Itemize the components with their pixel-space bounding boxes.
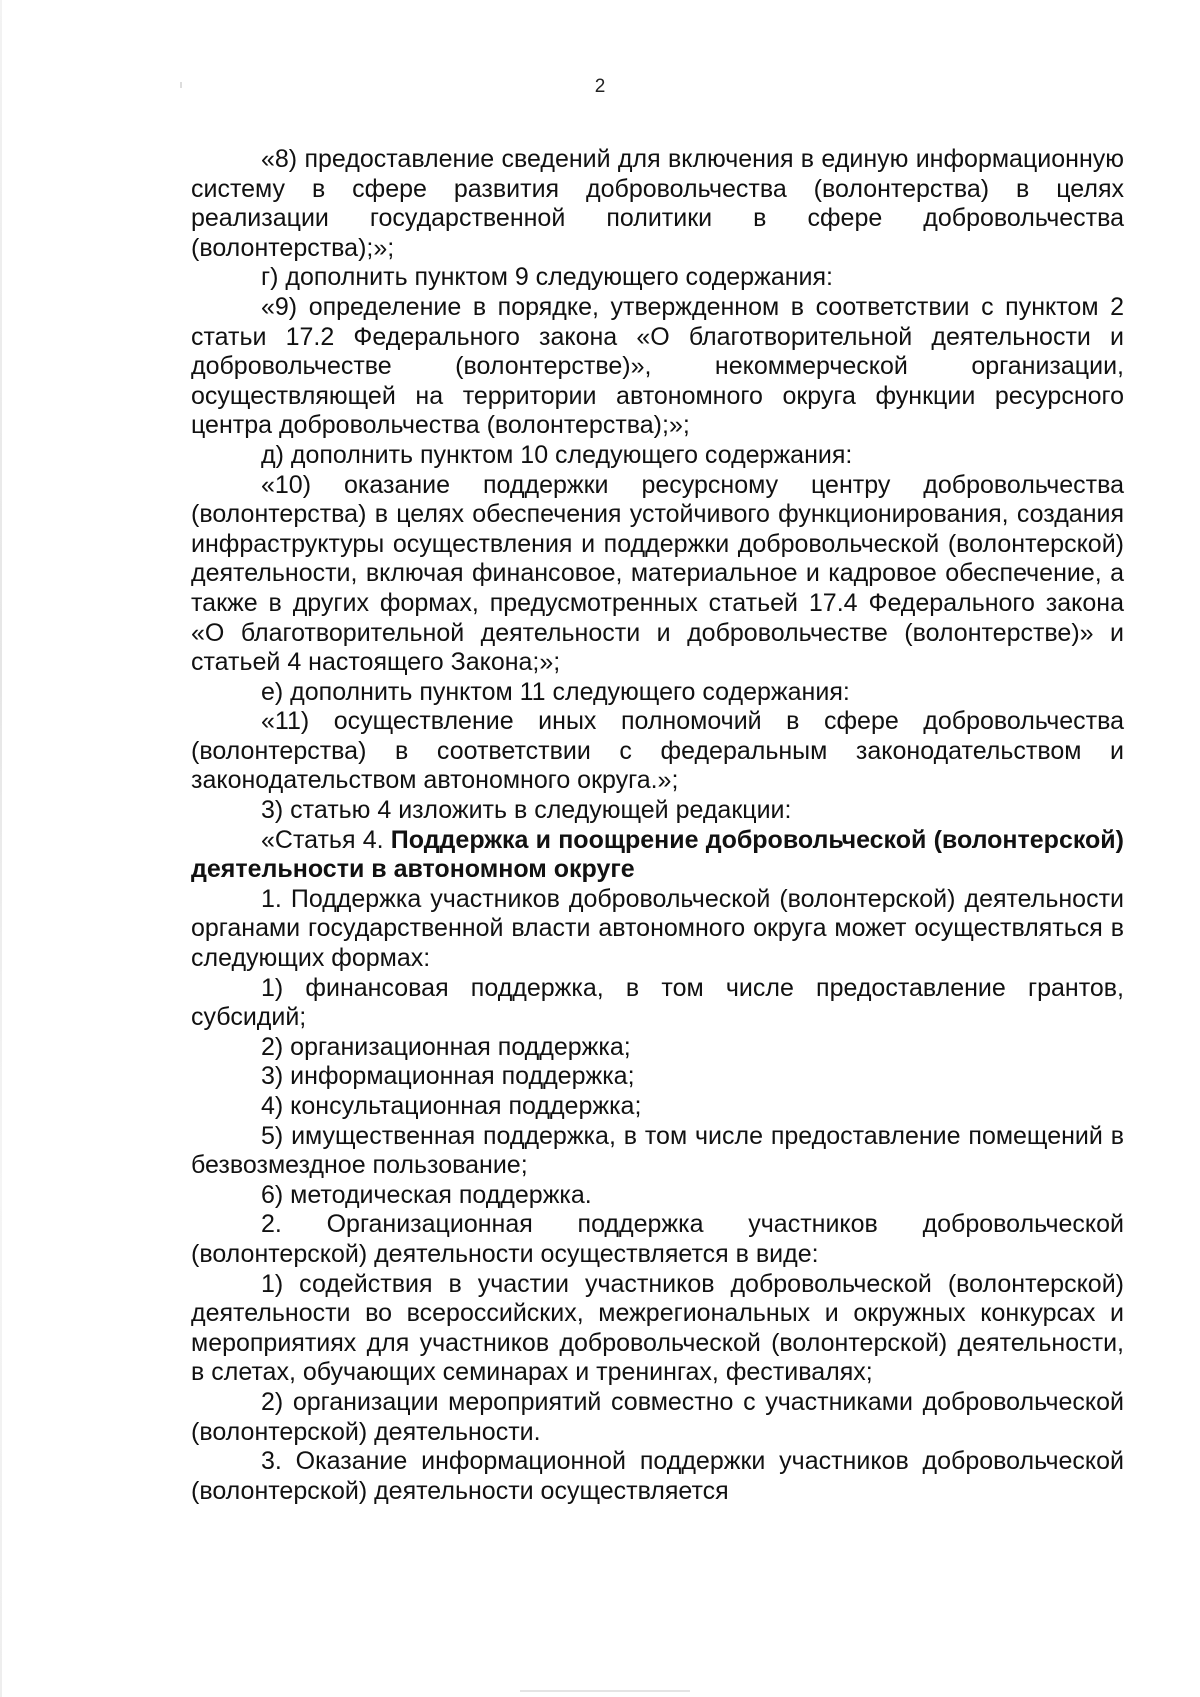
list-item: 1) финансовая поддержка, в том числе предоставление грантов, субсидий; xyxy=(191,973,1124,1032)
article-heading-prefix: «Статья 4. xyxy=(261,825,384,854)
list-item: 6) методическая поддержка. xyxy=(261,1180,592,1209)
scan-artifact-line xyxy=(520,1690,690,1692)
list-item: 1) содействия в участии участников добровольческой (волонтерской) деятельности во всероссийских, межрегиональных и окружных конкурсах и мероприятиях для участников добровольческой (волонтерской) деятельности, в слетах, обучающих семинарах и тренингах, фестивалях; xyxy=(191,1269,1124,1387)
list-item: 2) организации мероприятий совместно с участниками добровольческой (волонтерской) деятельности. xyxy=(191,1387,1124,1446)
paragraph: «11) осуществление иных полномочий в сфере добровольчества (волонтерства) в соответствии с федеральным законодательством и законодательством автономного округа.»; xyxy=(191,707,1124,795)
page-number: 2 xyxy=(594,76,606,97)
paragraph: е) дополнить пунктом 11 следующего содержания: xyxy=(261,677,850,706)
paragraph: «10) оказание поддержки ресурсному центру добровольчества (волонтерства) в целях обеспечения устойчивого функционирования, создания инфраструктуры осуществления и поддержки добровольческой (волонтерской) деятельности, включая финансовое, материальное и кадровое обеспечение, а также в других формах, предусмотренных статьей 17.4 Федерального закона «О благотворительной деятельности и добровольчестве (волонтерстве)» и статьей 4 настоящего Закона;»; xyxy=(191,470,1124,677)
paragraph: 1. Поддержка участников добровольческой (волонтерской) деятельности органами государственной власти автономного округа может осуществляться в следующих формах: xyxy=(191,884,1124,973)
paragraph: 2. Организационная поддержка участников добровольческой (волонтерской) деятельности осуществляется в виде: xyxy=(191,1210,1124,1268)
list-item: 4) консультационная поддержка; xyxy=(261,1092,642,1120)
document-body xyxy=(191,145,1124,1506)
article-heading xyxy=(191,826,1124,885)
paragraph: 3) статью 4 изложить в следующей редакции: xyxy=(261,796,792,825)
paragraph: д) дополнить пунктом 10 следующего содержания: xyxy=(261,440,853,469)
paragraph: г) дополнить пунктом 9 следующего содержания: xyxy=(261,263,833,292)
list-item: 3) информационная поддержка; xyxy=(261,1062,635,1091)
list-item: 5) имущественная поддержка, в том числе предоставление помещений в безвозмездное пользование; xyxy=(191,1121,1124,1180)
list-item: 2) организационная поддержка; xyxy=(261,1032,631,1061)
article-heading-title: Поддержка и поощрение добровольческой (волонтерской) деятельности в автономном округе xyxy=(191,825,1124,884)
paragraph: «9) определение в порядке, утвержденном в соответствии с пунктом 2 статьи 17.2 Федерального закона «О благотворительной деятельности и добровольчестве (волонтерстве)», некоммерческой организации, осуществляющей на территории автономного округа функции ресурсного центра добровольчества (волонтерства);»; xyxy=(191,292,1124,440)
paragraph: 3. Оказание информационной поддержки участников добровольческой (волонтерской) деятельности осуществляется xyxy=(191,1447,1124,1505)
scan-edge-shadow xyxy=(0,0,2,1697)
paragraph: «8) предоставление сведений для включения в единую информационную систему в сфере развития добровольчества (волонтерства) в целях реализации государственной политики в сфере добровольчества (волонтерства);»; xyxy=(191,145,1124,262)
